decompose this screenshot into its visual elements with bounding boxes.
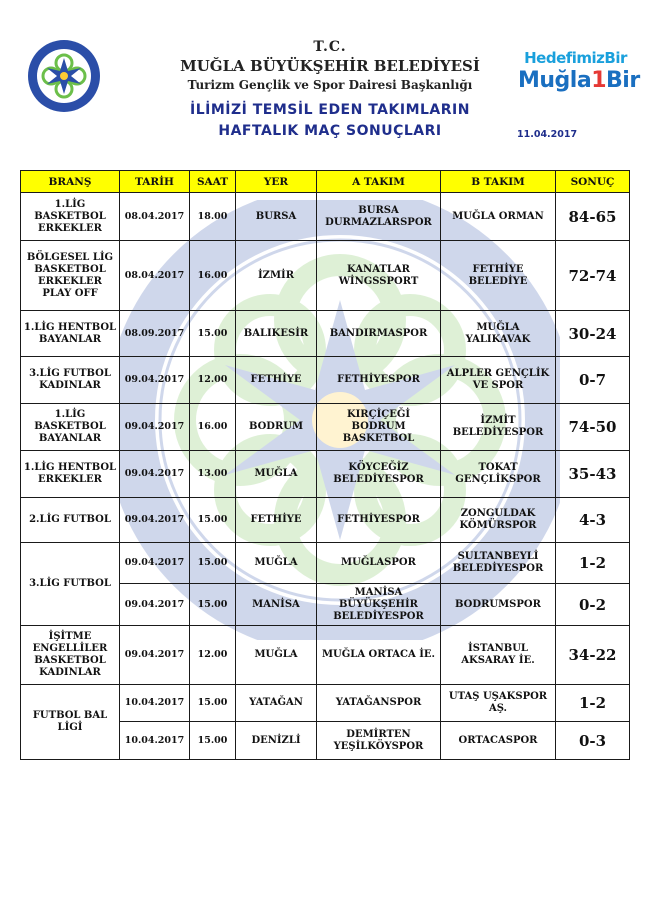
header-date: TARİH xyxy=(120,171,190,193)
cell-team-a: FETHİYESPOR xyxy=(317,498,441,543)
cell-time: 15.00 xyxy=(190,584,236,626)
table-row xyxy=(21,311,630,357)
cell-team-b: ZONGULDAK KÖMÜRSPOR xyxy=(441,498,556,543)
table-row xyxy=(21,498,630,543)
cell-place: BALIKESİR xyxy=(236,311,317,357)
cell-team-a: KANATLAR WİNGSSPORT xyxy=(317,241,441,311)
cell-place: İZMİR xyxy=(236,241,317,311)
table-row xyxy=(21,193,630,241)
cell-team-b: UTAŞ UŞAKSPOR AŞ. xyxy=(441,685,556,722)
cell-team-b: BODRUMSPOR xyxy=(441,584,556,626)
header-score: SONUÇ xyxy=(556,171,630,193)
header-department: Turizm Gençlik ve Spor Dairesi Başkanlığı xyxy=(187,78,473,92)
cell-date: 08.09.2017 xyxy=(120,311,190,357)
cell-branch: BÖLGESEL LİG BASKETBOL ERKEKLER PLAY OFF xyxy=(21,241,120,311)
brand-city: Muğla xyxy=(518,68,592,93)
cell-team-a: BANDIRMASPOR xyxy=(317,311,441,357)
cell-team-b: FETHİYE BELEDİYE xyxy=(441,241,556,311)
cell-place: DENİZLİ xyxy=(236,722,317,760)
cell-time: 18.00 xyxy=(190,193,236,241)
cell-score: 30-24 xyxy=(556,311,630,357)
cell-team-a: MUĞLASPOR xyxy=(317,543,441,584)
cell-branch: 1.LİG HENTBOL BAYANLAR xyxy=(21,311,120,357)
cell-time: 12.00 xyxy=(190,626,236,685)
cell-date: 09.04.2017 xyxy=(120,404,190,451)
brand-wordmark xyxy=(518,68,640,94)
cell-date: 10.04.2017 xyxy=(120,685,190,722)
cell-time: 12.00 xyxy=(190,357,236,404)
title-line-1: İLİMİZİ TEMSİL EDEN TAKIMLARIN xyxy=(190,102,470,118)
brand-slogan: HedefimizBir xyxy=(524,49,627,67)
table-row xyxy=(21,685,630,722)
cell-team-b: ALPLER GENÇLİK VE SPOR xyxy=(441,357,556,404)
cell-team-a: KIRÇİÇEĞİ BODRUM BASKETBOL xyxy=(317,404,441,451)
header-team-a: A TAKIM xyxy=(317,171,441,193)
brand-bir: Bir xyxy=(606,68,640,93)
brand-logo xyxy=(518,48,640,94)
cell-score: 0-3 xyxy=(556,722,630,760)
brand-number: 1 xyxy=(591,68,607,93)
cell-date: 08.04.2017 xyxy=(120,241,190,311)
cell-branch: 1.LİG HENTBOL ERKEKLER xyxy=(21,451,120,498)
cell-score: 1-2 xyxy=(556,685,630,722)
cell-team-b: İZMİT BELEDİYESPOR xyxy=(441,404,556,451)
report-date: 11.04.2017 xyxy=(517,129,578,140)
results-table xyxy=(20,170,630,760)
cell-score: 4-3 xyxy=(556,498,630,543)
cell-team-b: SULTANBEYLİ BELEDİYESPOR xyxy=(441,543,556,584)
cell-team-b: TOKAT GENÇLİKSPOR xyxy=(441,451,556,498)
cell-time: 16.00 xyxy=(190,241,236,311)
cell-team-a: YATAĞANSPOR xyxy=(317,685,441,722)
header-place: YER xyxy=(236,171,317,193)
document-header xyxy=(140,38,520,142)
cell-place: FETHİYE xyxy=(236,357,317,404)
table-row xyxy=(21,543,630,584)
title-line-2: HAFTALIK MAÇ SONUÇLARI xyxy=(218,123,442,139)
cell-team-b: MUĞLA YALIKAVAK xyxy=(441,311,556,357)
header-time: SAAT xyxy=(190,171,236,193)
cell-team-a: KÖYCEĞİZ BELEDİYESPOR xyxy=(317,451,441,498)
cell-branch: FUTBOL BAL LİGİ xyxy=(21,685,120,760)
cell-time: 15.00 xyxy=(190,311,236,357)
table-row xyxy=(21,626,630,685)
cell-date: 10.04.2017 xyxy=(120,722,190,760)
cell-team-b: MUĞLA ORMAN xyxy=(441,193,556,241)
header-tc: T.C. xyxy=(313,39,347,55)
cell-date: 09.04.2017 xyxy=(120,357,190,404)
cell-time: 13.00 xyxy=(190,451,236,498)
cell-place: MANİSA xyxy=(236,584,317,626)
cell-place: MUĞLA xyxy=(236,543,317,584)
cell-time: 15.00 xyxy=(190,498,236,543)
cell-date: 08.04.2017 xyxy=(120,193,190,241)
cell-score: 72-74 xyxy=(556,241,630,311)
cell-branch: 3.LİG FUTBOL KADINLAR xyxy=(21,357,120,404)
cell-place: BODRUM xyxy=(236,404,317,451)
cell-score: 0-7 xyxy=(556,357,630,404)
cell-branch: 1.LİG BASKETBOL ERKEKLER xyxy=(21,193,120,241)
cell-place: MUĞLA xyxy=(236,626,317,685)
cell-score: 34-22 xyxy=(556,626,630,685)
cell-branch: 1.LİG BASKETBOL BAYANLAR xyxy=(21,404,120,451)
cell-team-a: MUĞLA ORTACA İE. xyxy=(317,626,441,685)
cell-date: 09.04.2017 xyxy=(120,451,190,498)
table-row xyxy=(21,241,630,311)
header-municipality: MUĞLA BÜYÜKŞEHİR BELEDİYESİ xyxy=(180,57,480,75)
cell-time: 15.00 xyxy=(190,543,236,584)
table-row xyxy=(21,357,630,404)
cell-place: FETHİYE xyxy=(236,498,317,543)
cell-team-a: BURSA DURMAZLARSPOR xyxy=(317,193,441,241)
cell-score: 84-65 xyxy=(556,193,630,241)
cell-date: 09.04.2017 xyxy=(120,543,190,584)
cell-place: MUĞLA xyxy=(236,451,317,498)
table-row xyxy=(21,451,630,498)
municipality-logo xyxy=(26,38,102,114)
cell-time: 16.00 xyxy=(190,404,236,451)
cell-score: 74-50 xyxy=(556,404,630,451)
cell-branch: 3.LİG FUTBOL xyxy=(21,543,120,626)
cell-team-a: MANİSA BÜYÜKŞEHİR BELEDİYESPOR xyxy=(317,584,441,626)
cell-date: 09.04.2017 xyxy=(120,626,190,685)
header-branch: BRANŞ xyxy=(21,171,120,193)
cell-date: 09.04.2017 xyxy=(120,584,190,626)
cell-place: BURSA xyxy=(236,193,317,241)
cell-time: 15.00 xyxy=(190,685,236,722)
header-team-b: B TAKIM xyxy=(441,171,556,193)
table-row xyxy=(21,404,630,451)
cell-time: 15.00 xyxy=(190,722,236,760)
cell-branch: 2.LİG FUTBOL xyxy=(21,498,120,543)
table-header-row xyxy=(21,171,630,193)
cell-score: 35-43 xyxy=(556,451,630,498)
cell-place: YATAĞAN xyxy=(236,685,317,722)
cell-team-b: İSTANBUL AKSARAY İE. xyxy=(441,626,556,685)
cell-team-b: ORTACASPOR xyxy=(441,722,556,760)
cell-branch: İŞİTME ENGELLİLER BASKETBOL KADINLAR xyxy=(21,626,120,685)
cell-score: 0-2 xyxy=(556,584,630,626)
cell-team-a: FETHİYESPOR xyxy=(317,357,441,404)
cell-score: 1-2 xyxy=(556,543,630,584)
cell-team-a: DEMİRTEN YEŞİLKÖYSPOR xyxy=(317,722,441,760)
cell-date: 09.04.2017 xyxy=(120,498,190,543)
